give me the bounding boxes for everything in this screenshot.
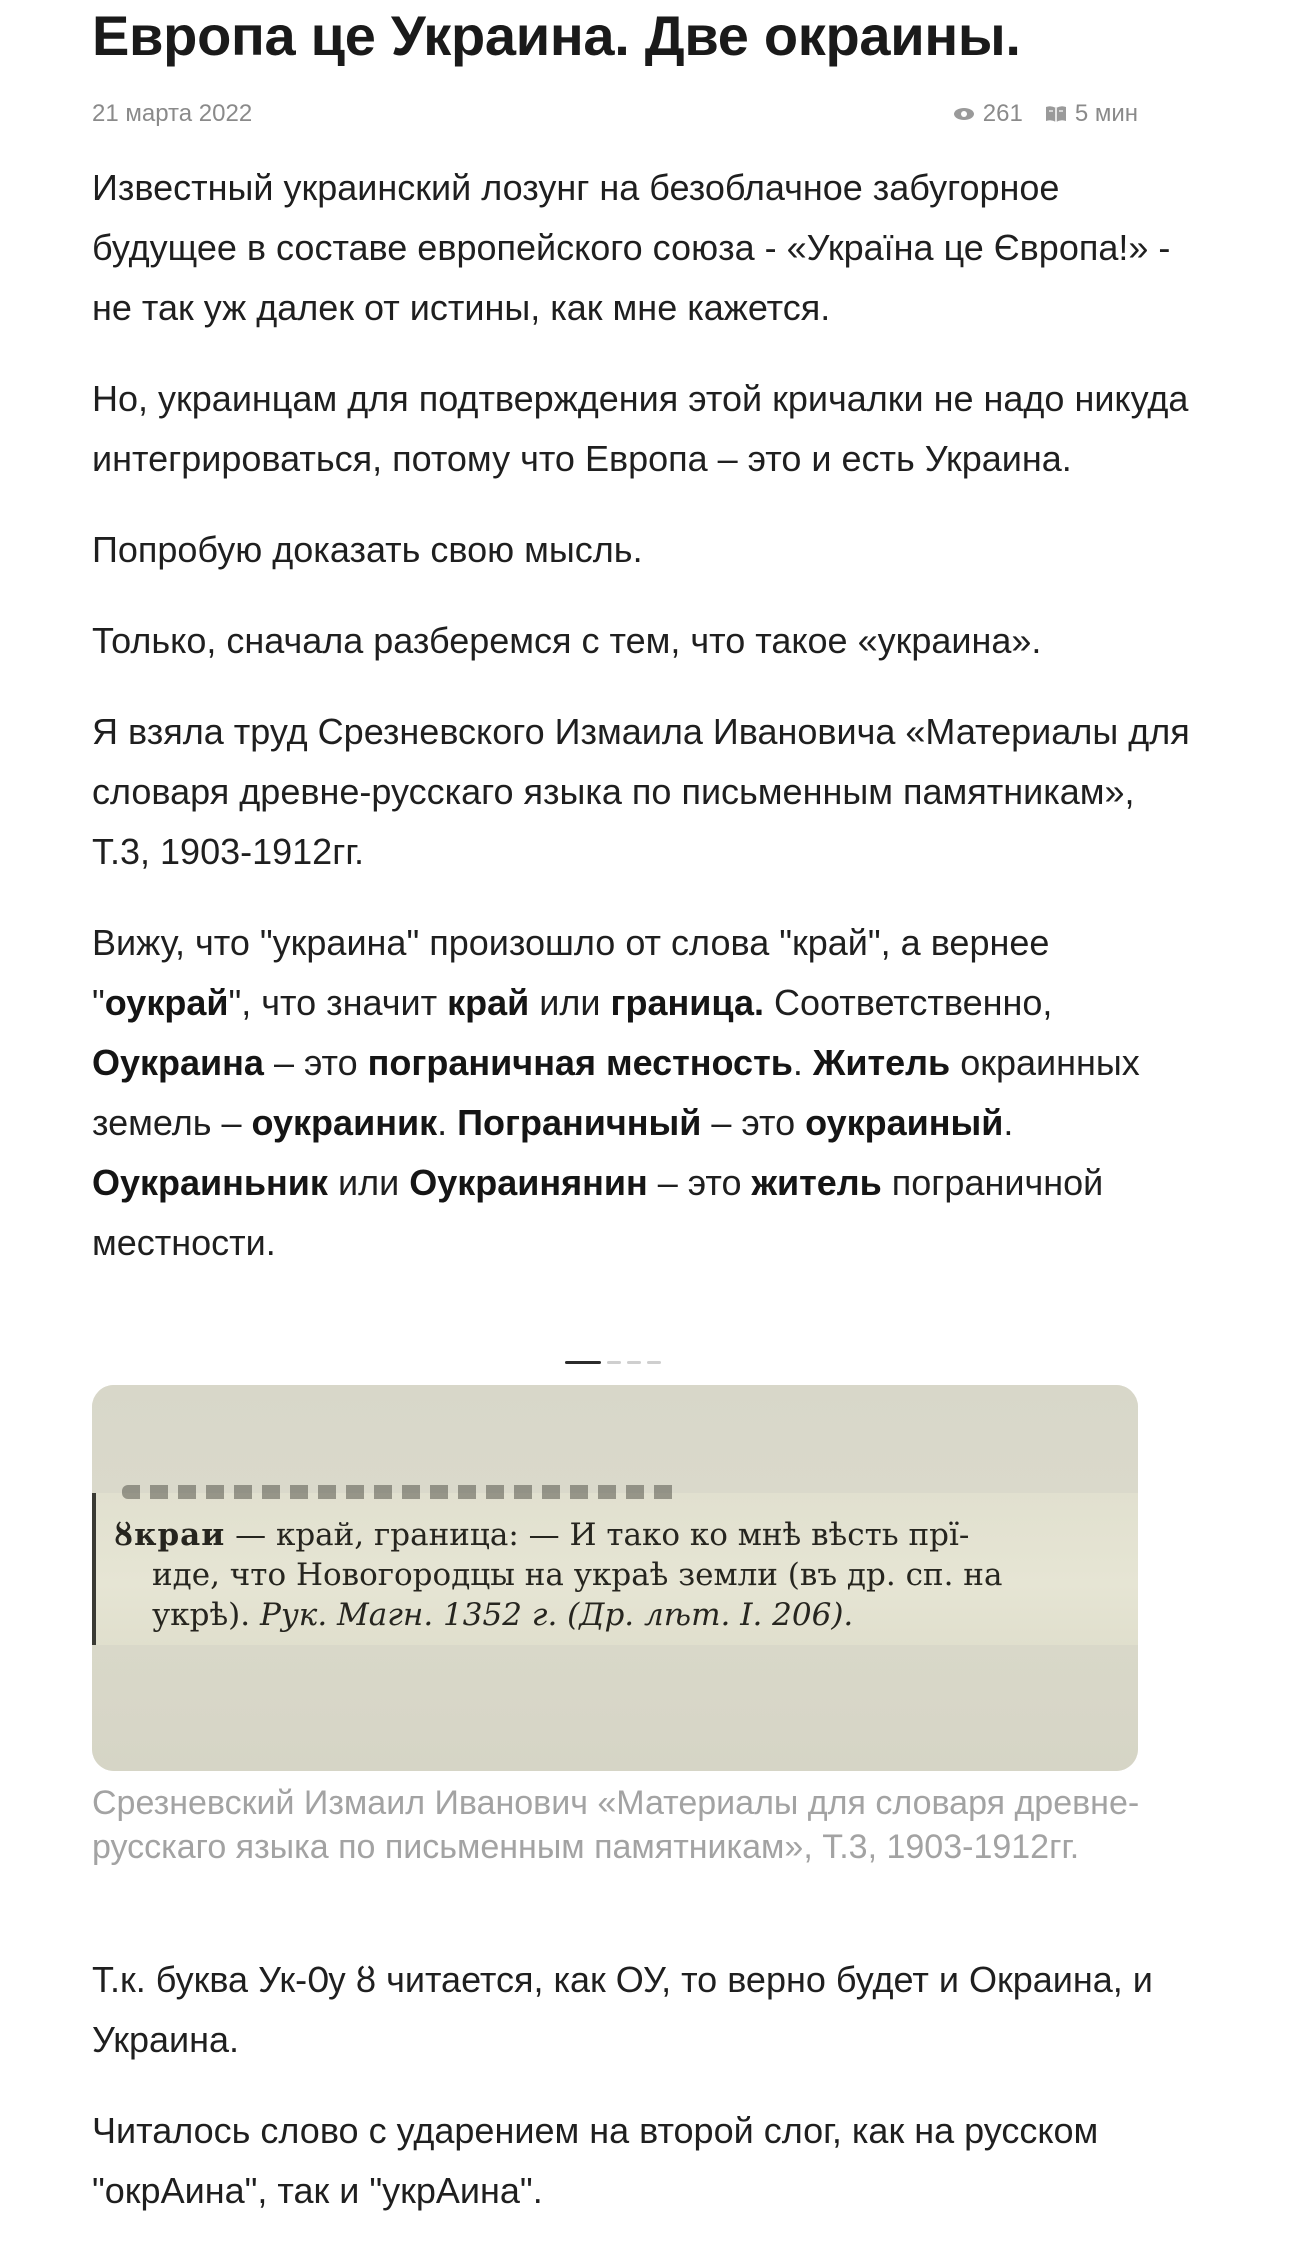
text-run: Соответственно, [764,982,1053,1023]
scan-headword: ȣкраи [114,1517,226,1553]
carousel-dot[interactable] [607,1361,621,1364]
article-body-continued [92,1950,1192,2252]
carousel-dot[interactable] [647,1361,661,1364]
text-run: Вижу, что "украина" произошло от слова "край", а вернее " [92,922,1050,1023]
text-run: – это [647,1162,752,1203]
dictionary-scan-image[interactable] [92,1385,1138,1771]
bold-term: Житель [812,1042,951,1083]
text-run: пограничной местности. [92,1162,1104,1263]
article-stats [953,100,1138,128]
read-time: 5 мин [1074,100,1138,127]
read-time-stat [1045,100,1138,128]
paragraph-definition [92,913,1192,1273]
scan-text-run: укрѣ). [152,1597,260,1633]
paragraph: Известный украинский лозунг на безоблачное забугорное будущее в составе европейского союза - «Україна це Європа!» - не так уж далек от истины, как мне кажется. [92,167,1171,328]
scan-line-2: иде, что Новогородцы на украѣ земли (въ др. сп. на [152,1557,1003,1593]
scan-line-3 [114,1595,1124,1635]
paragraph: Т.к. буква Ук-Ѹ ȣ читается, как ОУ, то верно будет и Окраина, и Украина. [92,1959,1153,2060]
text-run: или [529,982,611,1023]
article-title: Европа це Украина. Две окраины. [92,4,1021,67]
scan-text [114,1515,1124,1635]
carousel-dot[interactable] [627,1361,641,1364]
scan-margin-line [92,1493,96,1645]
paragraph: Читалось слово с ударением на второй слог, как на русском "окрАина", так и "укрАина". [92,2110,1099,2211]
image-caption: Срезневский Измаил Иванович «Материалы для словаря древне-русскаго языка по письменным памятникам», Т.3, 1903-1912гг. [92,1784,1140,1866]
paragraph: Но, украинцам для подтверждения этой кричалки не надо никуда интегрироваться, потому что Европа – это и есть Украина. [92,378,1189,479]
bold-term: край [447,982,530,1023]
text-run: или [327,1162,410,1203]
scan-text-run: — край, граница: — И тако ко мнѣ вѣсть прї- [225,1517,970,1553]
image-blur-area [92,1385,1138,1493]
text-run: . [1003,1102,1014,1143]
text-run: . [792,1042,813,1083]
scan-strip [92,1493,1138,1645]
bold-term: оукраиник [251,1102,438,1143]
text-run: – это [263,1042,368,1083]
text-run: – это [701,1102,806,1143]
bold-term: пограничная местность [367,1042,793,1083]
paragraph: Попробую доказать свою мысль. [92,529,643,570]
bold-term: оукраиный [805,1102,1004,1143]
bold-term: Оукраинянин [409,1162,648,1203]
scan-line-1 [114,1515,1124,1555]
image-blur-area [92,1645,1138,1771]
text-run: окраинных земель – [92,1042,1140,1143]
bold-term: житель [751,1162,882,1203]
scan-previous-line [122,1485,682,1499]
carousel-dot-active[interactable] [565,1361,601,1364]
paragraph: Только, сначала разберемся с тем, что такое «украина». [92,620,1042,661]
bold-term: оукрай [104,982,229,1023]
text-run: . [437,1102,458,1143]
book-icon [1045,105,1067,123]
scan-citation: Рук. Магн. 1352 г. (Др. лѣт. I. 206). [259,1597,854,1633]
views-stat [953,100,1023,128]
article-body [92,158,1192,1304]
text-run: ", что значит [228,982,448,1023]
bold-term: граница. [610,982,764,1023]
eye-icon [953,107,975,121]
carousel-indicator [565,1358,661,1366]
publish-date: 21 марта 2022 [92,100,253,127]
paragraph: Я взяла труд Срезневского Измаила Ивановича «Материалы для словаря древне-русскаго языка по письменным памятникам», Т.3, 1903-1912гг. [92,711,1190,872]
views-count: 261 [982,100,1023,127]
article-meta [92,96,1138,132]
bold-term: Оукраиньник [92,1162,328,1203]
bold-term: Оукраина [92,1042,264,1083]
bold-term: Пограничный [457,1102,702,1143]
